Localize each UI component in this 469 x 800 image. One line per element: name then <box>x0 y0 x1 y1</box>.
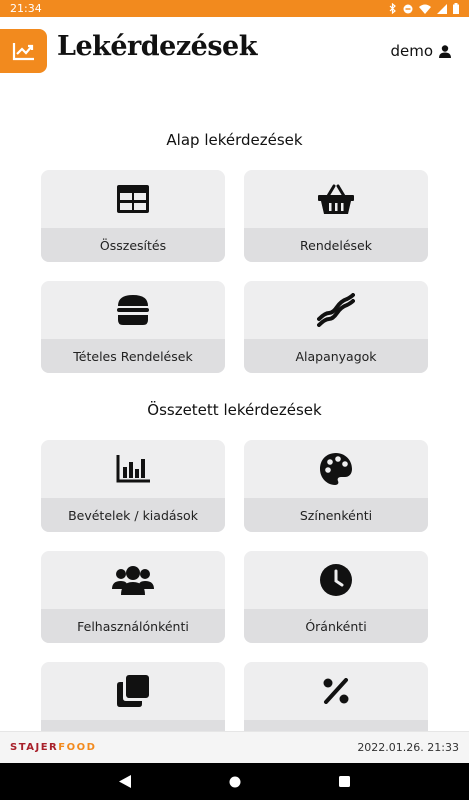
home-icon[interactable] <box>229 776 241 788</box>
tile-alapanyagok[interactable] <box>244 281 428 373</box>
username: demo <box>390 42 433 60</box>
status-time: 21:34 <box>10 2 42 15</box>
tile-label: Összesítés <box>41 228 225 262</box>
app-logo[interactable] <box>0 29 47 73</box>
wifi-icon <box>419 4 431 14</box>
minus-circle-icon <box>403 4 413 14</box>
tile-bevetelek-kiadasok[interactable] <box>41 440 225 532</box>
clock-icon <box>320 564 352 596</box>
tile-label: Alapanyagok <box>244 339 428 373</box>
brand-logo: STAJERFOOD <box>10 742 97 753</box>
percent-icon <box>323 678 349 704</box>
tile-rendelesek[interactable] <box>244 170 428 262</box>
tile-szinenkenti[interactable] <box>244 440 428 532</box>
navigation-bar <box>0 763 469 800</box>
back-icon[interactable] <box>119 775 131 788</box>
trend-chart-icon <box>12 41 36 61</box>
status-bar <box>0 0 469 17</box>
tile-label: Tételes Rendelések <box>41 339 225 373</box>
tile-felhasznalonkenti[interactable] <box>41 551 225 643</box>
users-icon <box>112 565 154 595</box>
tile-label: Színenkénti <box>244 498 428 532</box>
tile-orankenti[interactable] <box>244 551 428 643</box>
section-title-complex: Összetett lekérdezések <box>147 401 322 419</box>
signal-icon <box>437 4 447 14</box>
palette-icon <box>319 452 353 486</box>
copy-icon <box>117 675 149 707</box>
basket-icon <box>318 184 354 214</box>
tile-label: Bevételek / kiadások <box>41 498 225 532</box>
user-icon <box>439 45 451 58</box>
bluetooth-icon <box>389 3 397 14</box>
status-icons <box>389 3 459 14</box>
tile-label: Rendelések <box>244 228 428 262</box>
hamburger-icon <box>117 295 149 325</box>
page-title: Lekérdezések <box>57 31 257 62</box>
footer-timestamp: 2022.01.26. 21:33 <box>357 741 459 754</box>
footer-bar <box>0 731 469 763</box>
table-icon <box>117 185 149 213</box>
user-menu[interactable] <box>390 42 451 60</box>
tile-osszesites[interactable] <box>41 170 225 262</box>
tile-label: Felhasználónkénti <box>41 609 225 643</box>
tile-teteles-rendelesek[interactable] <box>41 281 225 373</box>
battery-icon <box>453 3 459 14</box>
recents-icon[interactable] <box>339 776 350 787</box>
bacon-icon <box>317 293 355 327</box>
tile-label: Óránkénti <box>244 609 428 643</box>
section-title-basic: Alap lekérdezések <box>166 131 303 149</box>
app-header <box>0 17 469 87</box>
bar-chart-icon <box>116 455 150 483</box>
